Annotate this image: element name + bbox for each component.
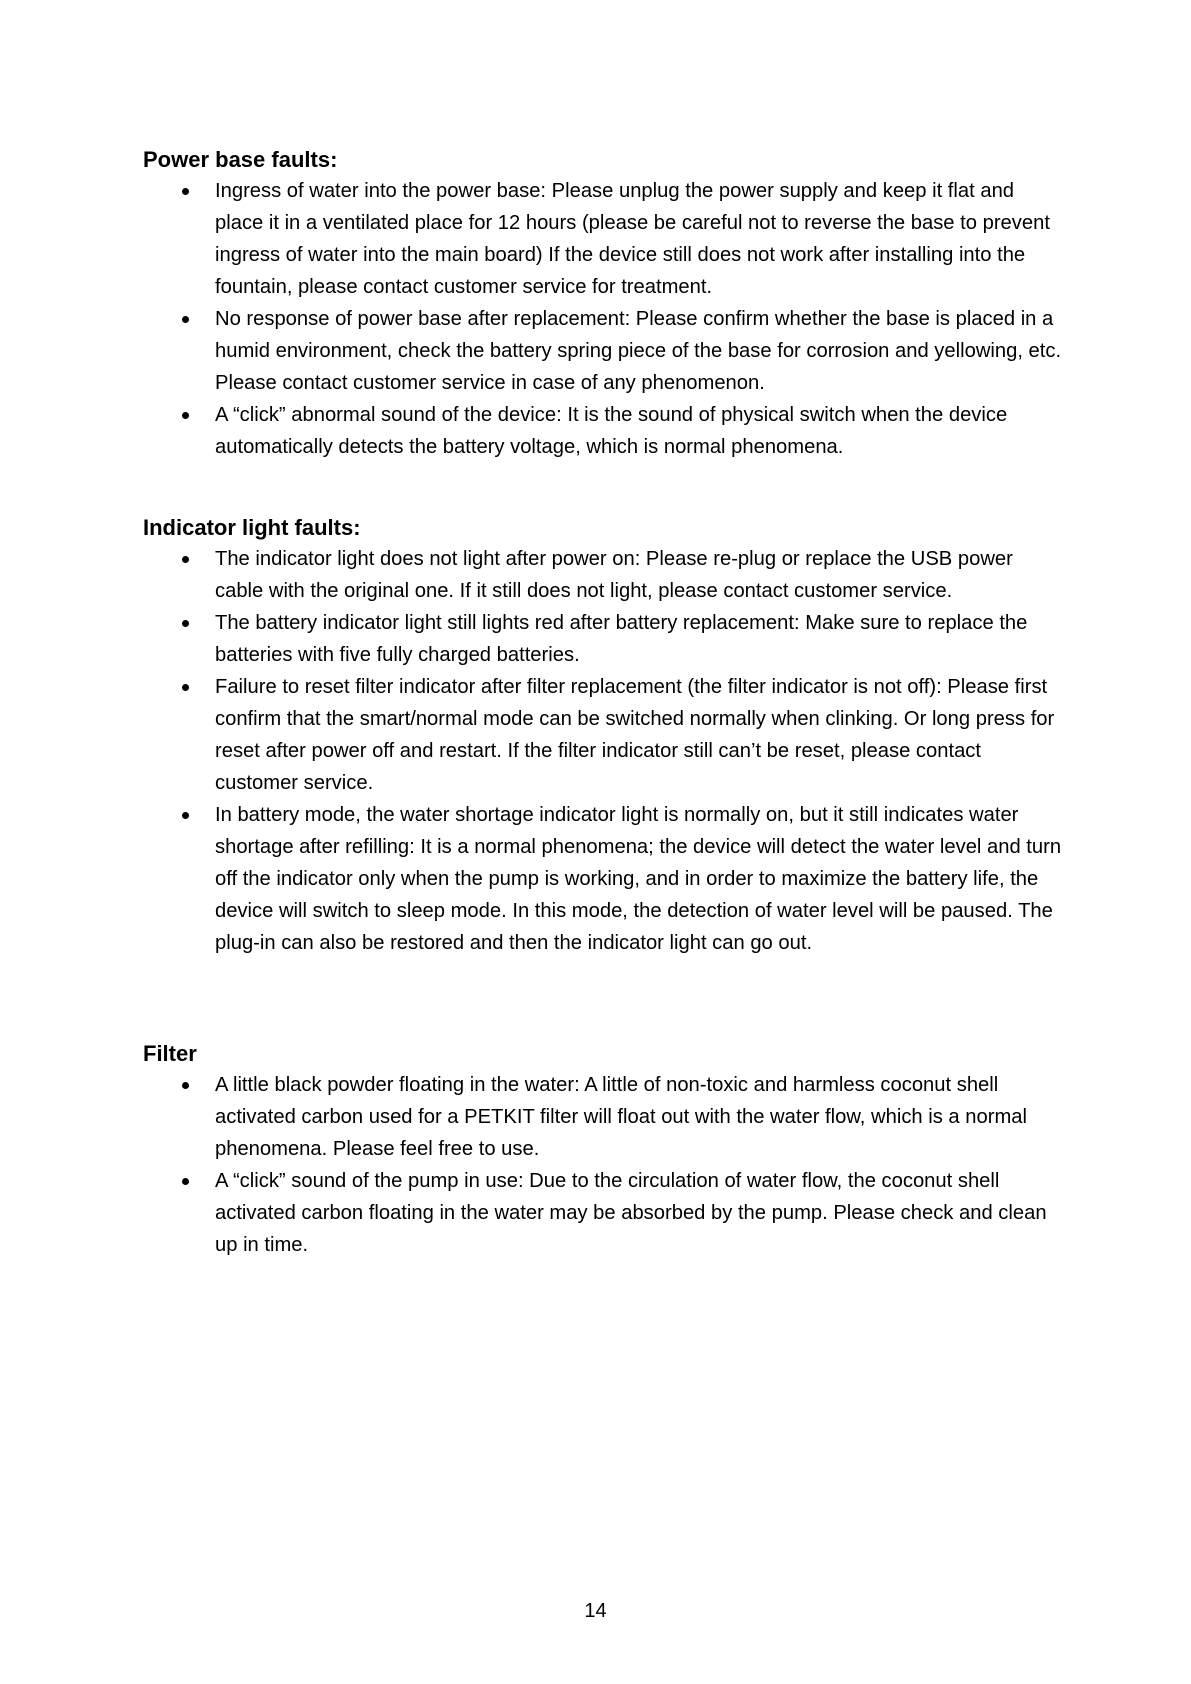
bullet-icon [182,1178,189,1185]
page-number: 14 [584,1600,607,1622]
list-item-text: A “click” abnormal sound of the device: It is the sound of physical switch when the device automatically detects the battery voltage, which is normal phenomena. [215,404,1008,458]
list-item-text: Ingress of water into the power base: Please unplug the power supply and keep it flat and place it in a ventilated place for 12 hours (please be careful not to reverse the base to prevent ingress of water into the main board) If the device still does not work after installing into the fountain, please contact customer service for treatment. [215,180,1050,298]
list-item [143,1069,1063,1165]
list-item [143,607,1063,671]
bullet-list [143,175,1063,463]
bullet-list [143,1069,1063,1261]
bullet-list [143,543,1063,959]
list-item [143,543,1063,607]
list-item-text: Failure to reset filter indicator after filter replacement (the filter indicator is not off): Please first confirm that the smart/normal mode can be switched normally when clinking. Or long press for reset after power off and restart. If the filter indicator still can’t be reset, please contact customer service. [215,676,1055,794]
list-item [143,1165,1063,1261]
bullet-icon [182,812,189,819]
list-item [143,799,1063,959]
section-heading: Filter [143,1041,197,1066]
bullet-icon [182,1082,189,1089]
bullet-icon [182,412,189,419]
bullet-icon [182,316,189,323]
list-item-text: No response of power base after replacement: Please confirm whether the base is placed in a humid environment, check the battery spring piece of the base for corrosion and yellowing, etc. Please contact customer service in case of any phenomenon. [215,308,1062,394]
section-heading: Power base faults: [143,147,338,172]
bullet-icon [182,620,189,627]
list-item-text: The battery indicator light still lights red after battery replacement: Make sure to replace the batteries with five fully charged batteries. [215,612,1028,666]
list-item-text: In battery mode, the water shortage indicator light is normally on, but it still indicates water shortage after refilling: It is a normal phenomena; the device will detect the water level and turn off the indicator only when the pump is working, and in order to maximize the battery life, the device will switch to sleep mode. In this mode, the detection of water level will be paused. The plug-in can also be restored and then the indicator light can go out. [215,804,1062,954]
section-heading: Indicator light faults: [143,515,361,540]
list-item-text: A little black powder floating in the water: A little of non-toxic and harmless coconut shell activated carbon used for a PETKIT filter will float out with the water flow, which is a normal phenomena. Please feel free to use. [215,1074,1027,1160]
bullet-icon [182,684,189,691]
list-item-text: The indicator light does not light after power on: Please re-plug or replace the USB power cable with the original one. If it still does not light, please contact customer service. [215,548,1013,602]
list-item [143,671,1063,799]
bullet-icon [182,556,189,563]
bullet-icon [182,188,189,195]
list-item-text: A “click” sound of the pump in use: Due to the circulation of water flow, the coconut shell activated carbon floating in the water may be absorbed by the pump. Please check and clean up in time. [215,1170,1047,1256]
list-item [143,303,1063,399]
section-indicator-light-faults [143,513,1063,959]
list-item [143,175,1063,303]
section-filter [143,1039,1063,1261]
section-power-base-faults [143,145,1063,463]
list-item [143,399,1063,463]
